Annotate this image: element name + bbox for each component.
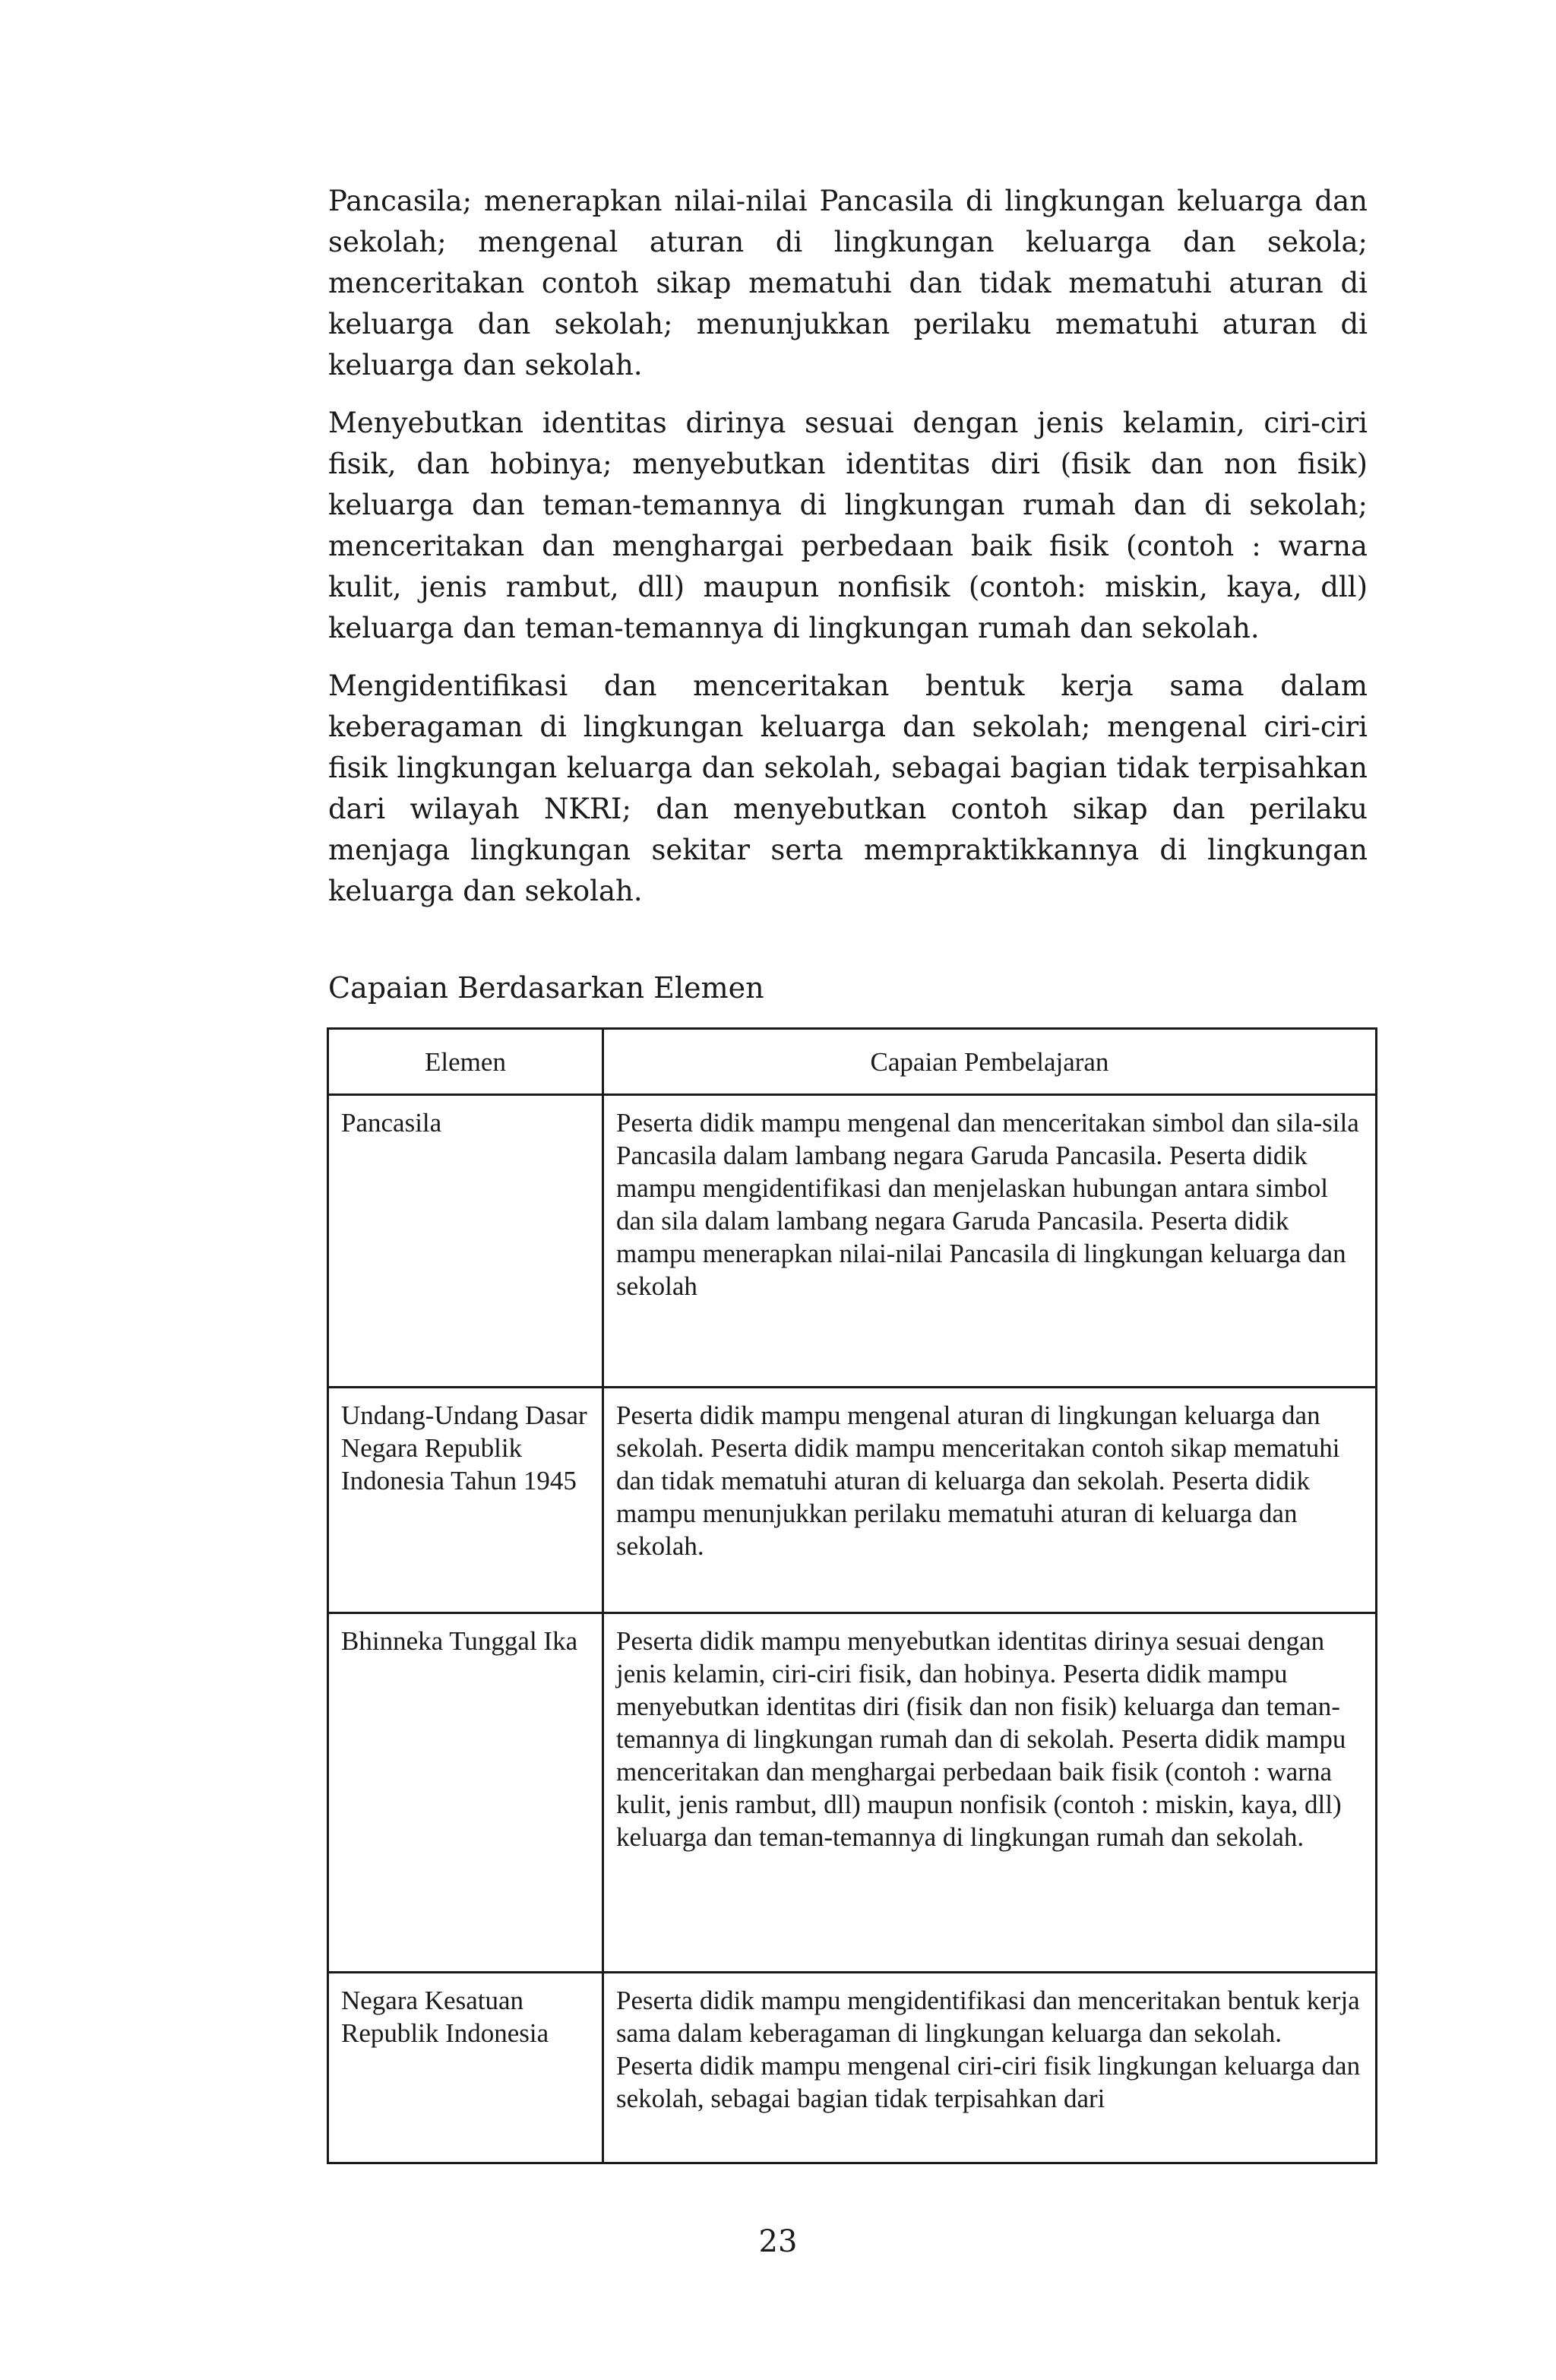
- table-header-row: [328, 1029, 1377, 1095]
- page-number: 23: [758, 2224, 798, 2259]
- achievement-cell: Peserta didik mampu mengenal dan menceritakan simbol dan sila-sila Pancasila dalam lambang negara Garuda Pancasila. Peserta didik mampu mengidentifikasi dan menjelaskan hubungan antara simbol dan sila dalam lambang negara Garuda Pancasila. Peserta didik mampu menerapkan nilai-nilai Pancasila di lingkungan keluarga dan sekolah: [603, 1095, 1377, 1388]
- achievement-cell: Peserta didik mampu mengidentifikasi dan menceritakan bentuk kerja sama dalam keberagaman di lingkungan keluarga dan sekolah. Peserta didik mampu mengenal ciri-ciri fisik lingkungan keluarga dan sekolah, sebagai bagian tidak terpisahkan dari: [603, 1973, 1377, 2163]
- body-paragraph-1: Pancasila; menerapkan nilai-nilai Pancasila di lingkungan keluarga dan sekolah; mengenal aturan di lingkungan keluarga dan sekola; menceritakan contoh sikap mematuhi dan tidak mematuhi aturan di keluarga dan sekolah; menunjukkan perilaku mematuhi aturan di keluarga dan sekolah.: [328, 185, 1368, 381]
- element-cell: Pancasila: [328, 1095, 603, 1388]
- body-paragraph-2: Menyebutkan identitas dirinya sesuai dengan jenis kelamin, ciri-ciri fisik, dan hobinya; menyebutkan identitas diri (fisik dan non fisik) keluarga dan teman-temannya di lingkungan rumah dan di sekolah; menceritakan dan menghargai perbedaan baik fisik (contoh : warna kulit, jenis rambut, dll) maupun nonfisik (contoh: miskin, kaya, dll) keluarga dan teman-temannya di lingkungan rumah dan sekolah.: [328, 407, 1368, 644]
- table-row: [328, 1973, 1377, 2163]
- achievement-cell: Peserta didik mampu mengenal aturan di lingkungan keluarga dan sekolah. Peserta didik mampu menceritakan contoh sikap mematuhi dan tidak mematuhi aturan di keluarga dan sekolah. Peserta didik mampu menunjukkan perilaku mematuhi aturan di keluarga dan sekolah.: [603, 1388, 1377, 1613]
- header-element: Elemen: [328, 1029, 603, 1095]
- table-row: [328, 1095, 1377, 1388]
- element-cell: Negara Kesatuan Republik Indonesia: [328, 1973, 603, 2163]
- table-caption: Capaian Berdasarkan Elemen: [328, 971, 764, 1005]
- element-cell: Undang-Undang Dasar Negara Republik Indonesia Tahun 1945: [328, 1388, 603, 1613]
- element-cell: Bhinneka Tunggal Ika: [328, 1613, 603, 1973]
- achievement-table: [327, 1027, 1377, 2164]
- body-paragraph-3: Mengidentifikasi dan menceritakan bentuk kerja sama dalam keberagaman di lingkungan keluarga dan sekolah; mengenal ciri-ciri fisik lingkungan keluarga dan sekolah, sebagai bagian tidak terpisahkan dari wilayah NKRI; dan menyebutkan contoh sikap dan perilaku menjaga lingkungan sekitar serta mempraktikkannya di lingkungan keluarga dan sekolah.: [328, 669, 1368, 907]
- achievement-cell: Peserta didik mampu menyebutkan identitas dirinya sesuai dengan jenis kelamin, ciri-ciri fisik, dan hobinya. Peserta didik mampu menyebutkan identitas diri (fisik dan non fisik) keluarga dan teman-temannya di lingkungan rumah dan di sekolah. Peserta didik mampu menceritakan dan menghargai perbedaan baik fisik (contoh : warna kulit, jenis rambut, dll) maupun nonfisik (contoh : miskin, kaya, dll) keluarga dan teman-temannya di lingkungan rumah dan sekolah.: [603, 1613, 1377, 1973]
- table-row: [328, 1388, 1377, 1613]
- header-achievement: Capaian Pembelajaran: [603, 1029, 1377, 1095]
- table-row: [328, 1613, 1377, 1973]
